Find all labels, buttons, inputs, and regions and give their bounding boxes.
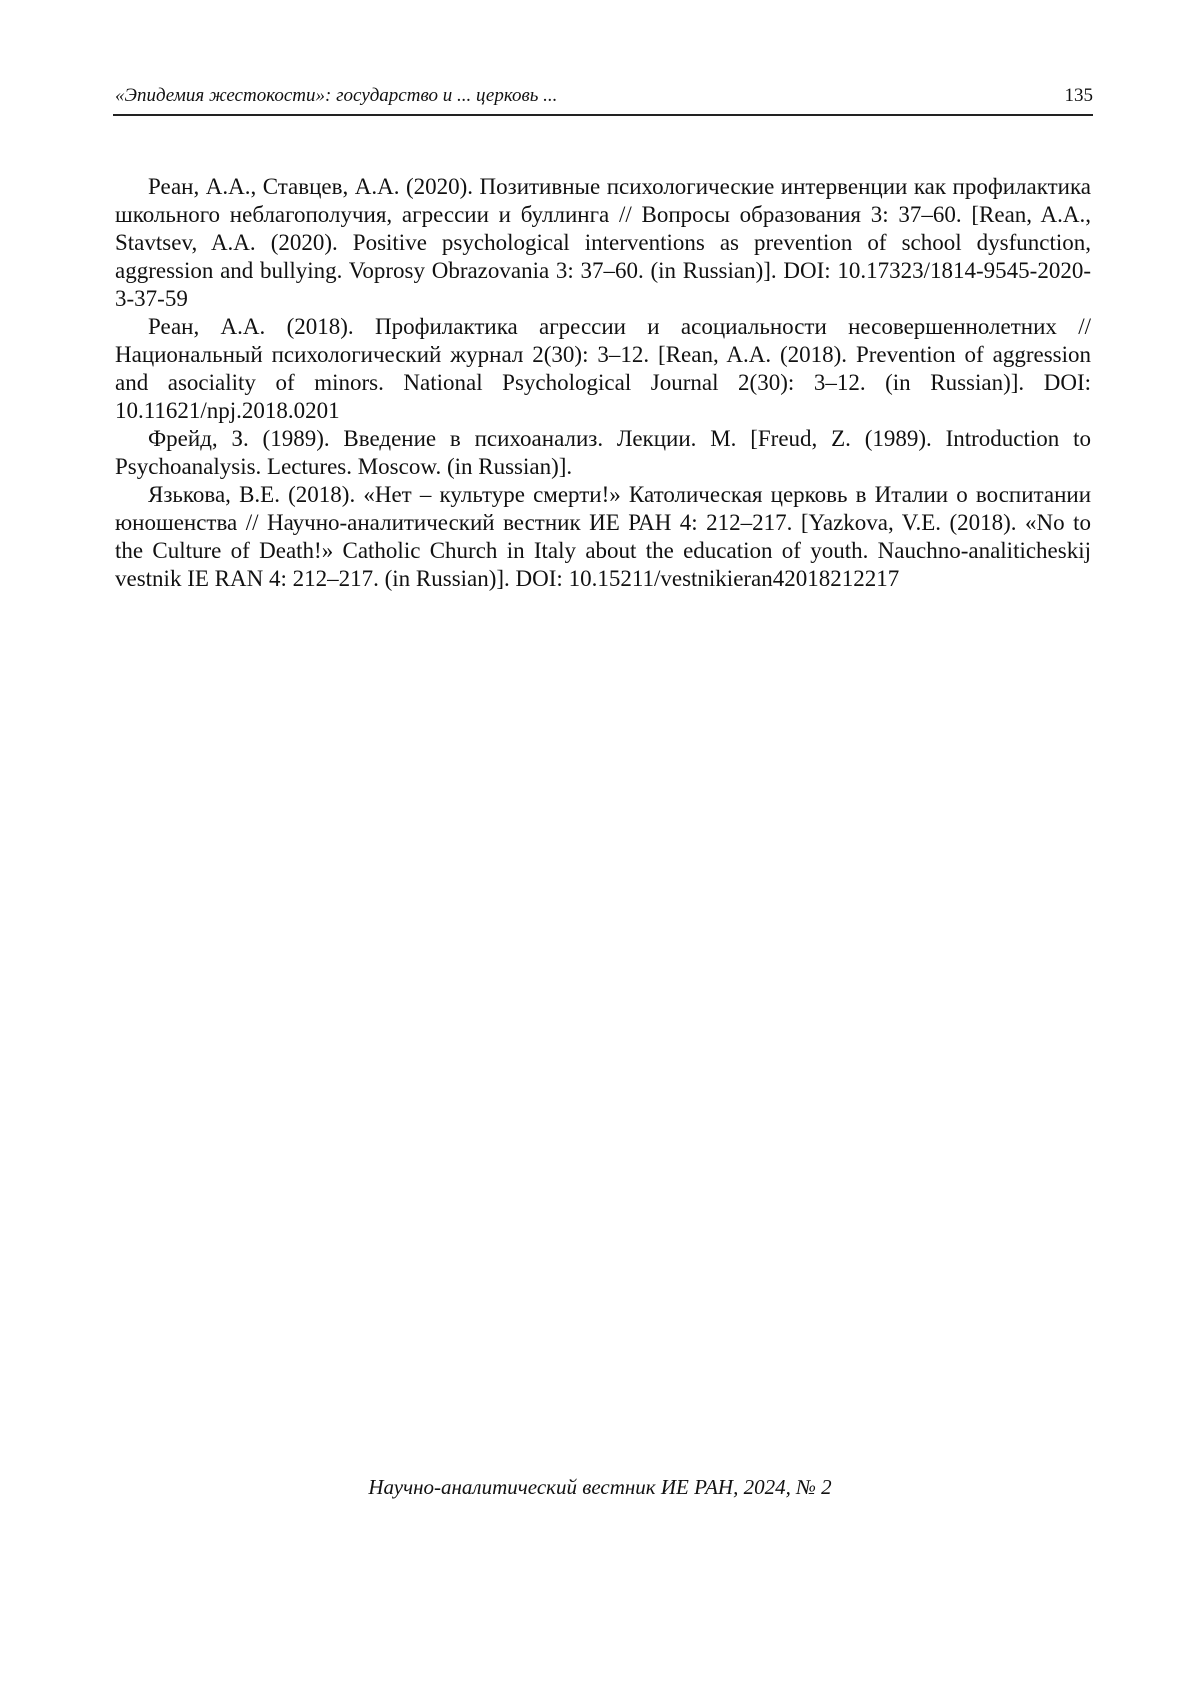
reference-entry: Реан, А.А. (2018). Профилактика агрессии и асоциальности несовершеннолетних // Национальный психологический журнал 2(30): 3–12. [Rean, A.A. (2018). Prevention of aggression and asociality of minors. National Psychological Journal 2(30): 3–12. (in Russian)]. DOI: 10.11621/npj.2018.0201 [115, 314, 1091, 423]
running-title: «Эпидемия жестокости»: государство и ... церковь ... [115, 85, 558, 106]
reference-list [115, 173, 1091, 593]
page-number: 135 [1064, 85, 1093, 106]
reference-entry: Реан, А.А., Ставцев, А.А. (2020). Позитивные психологические интервенции как профилактика школьного неблагополучия, агрессии и буллинга // Вопросы образования 3: 37–60. [Rean, A.A., Stavtsev, A.A. (2020). Positive psychological interventions as prevention of school dysfunction, aggression and bullying. Voprosy Obrazovania 3: 37–60. (in Russian)]. DOI: 10.17323/1814-9545-2020-3-37-59 [115, 174, 1091, 311]
reference-entry: Язькова, В.Е. (2018). «Нет – культуре смерти!» Католическая церковь в Италии о воспитании юношенства // Научно-аналитический вестник ИЕ РАН 4: 212–217. [Yazkova, V.E. (2018). «No to the Culture of Death!» Catholic Church in Italy about the education of youth. Nauchno-analiticheskij vestnik IE RAN 4: 212–217. (in Russian)]. DOI: 10.15211/vestnikieran42018212217 [115, 482, 1091, 591]
reference-entry: Фрейд, З. (1989). Введение в психоанализ. Лекции. М. [Freud, Z. (1989). Introduction to Psychoanalysis. Lectures. Moscow. (in Russian)]. [115, 426, 1091, 479]
page-header [113, 84, 1093, 116]
journal-footer: Научно-аналитический вестник ИЕ РАН, 2024, № 2 [368, 1475, 832, 1499]
